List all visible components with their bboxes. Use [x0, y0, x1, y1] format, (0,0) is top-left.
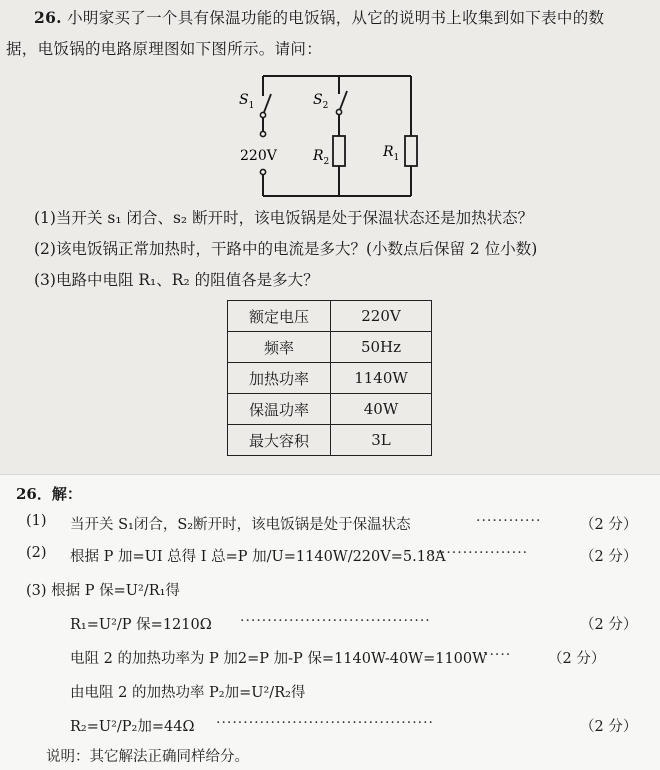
resistor-r2 [333, 136, 345, 166]
answer-2-score: （2 分） [580, 549, 638, 565]
question-line-1 [34, 6, 604, 28]
s1-label: $S_1$ [239, 92, 255, 111]
spec-label: 频率 [228, 332, 331, 363]
leader-dots: ····· [484, 647, 512, 663]
answer-3-line-4-score: （2 分） [580, 719, 638, 735]
table-row [228, 301, 432, 332]
question-intro-2: 据，电饭锅的电路原理图如下图所示。请问： [6, 40, 323, 58]
answer-3-line-1: R₁=U²/P 保=1210Ω [70, 617, 212, 633]
spec-value: 50Hz [331, 332, 432, 363]
answer-1-text: 当开关 S₁闭合，S₂断开时，该电饭锅是处于保温状态 [70, 517, 411, 533]
r1-label: $R_1$ [383, 144, 400, 163]
answer-3-line-1-score: （2 分） [580, 617, 638, 633]
resistor-r1 [405, 136, 417, 166]
leader-dots: ········································ [216, 715, 435, 731]
spec-value: 3L [331, 425, 432, 456]
leader-dots: ············ [476, 513, 542, 529]
answer-3-line-2-score: （2 分） [548, 651, 606, 667]
sub-question-2: (2)该电饭锅正常加热时，干路中的电流是多大？(小数点后保留 2 位小数) [34, 240, 538, 258]
spec-table [227, 300, 432, 456]
sub-question-3: (3)电路中电阻 R₁、R₂ 的阻值各是多大？ [34, 271, 319, 289]
leader-dots: ·················· [430, 545, 529, 561]
voltage-label: 220V [240, 148, 277, 164]
answer-3-line-2: 电阻 2 的加热功率为 P 加2=P 加-P 保=1140W-40W=1100W [70, 651, 488, 667]
spec-label: 最大容积 [228, 425, 331, 456]
table-row [228, 363, 432, 394]
spec-value: 40W [331, 394, 432, 425]
table-row [228, 332, 432, 363]
answer-1-number: (1) [26, 513, 47, 529]
question-intro-1: 小明家买了一个具有保温功能的电饭锅，从它的说明书上收集到如下表中的数 [67, 9, 605, 27]
spec-label: 保温功率 [228, 394, 331, 425]
s2-label: $S_2$ [313, 92, 329, 111]
table-row [228, 394, 432, 425]
switch-s1 [260, 94, 271, 118]
answer-section [0, 474, 660, 770]
answer-header: 26．解： [16, 485, 82, 503]
answer-2-number: (2) [26, 545, 47, 561]
table-row [228, 425, 432, 456]
answer-note: 说明：其它解法正确同样给分。 [46, 749, 249, 765]
answer-2-text: 根据 P 加=UI 总得 I 总=P 加/U=1140W/220V=5.18A [70, 549, 446, 565]
spec-value: 220V [331, 301, 432, 332]
r2-label: $R_2$ [313, 148, 330, 167]
sub-question-1: (1)当开关 s₁ 闭合、s₂ 断开时，该电饭锅是处于保温状态还是加热状态？ [34, 209, 534, 227]
spec-label: 额定电压 [228, 301, 331, 332]
answer-1-score: （2 分） [580, 517, 638, 533]
answer-3-header: (3) 根据 P 保=U²/R₁得 [26, 583, 180, 599]
answer-3-line-3: 由电阻 2 的加热功率 P₂加=U²/R₂得 [70, 685, 306, 701]
question-number: 26. [34, 8, 62, 27]
answer-3-line-4: R₂=U²/P₂加=44Ω [70, 719, 195, 735]
leader-dots: ··································· [240, 613, 431, 629]
circuit-diagram [235, 68, 435, 208]
spec-label: 加热功率 [228, 363, 331, 394]
spec-value: 1140W [331, 363, 432, 394]
switch-s2 [336, 91, 347, 115]
